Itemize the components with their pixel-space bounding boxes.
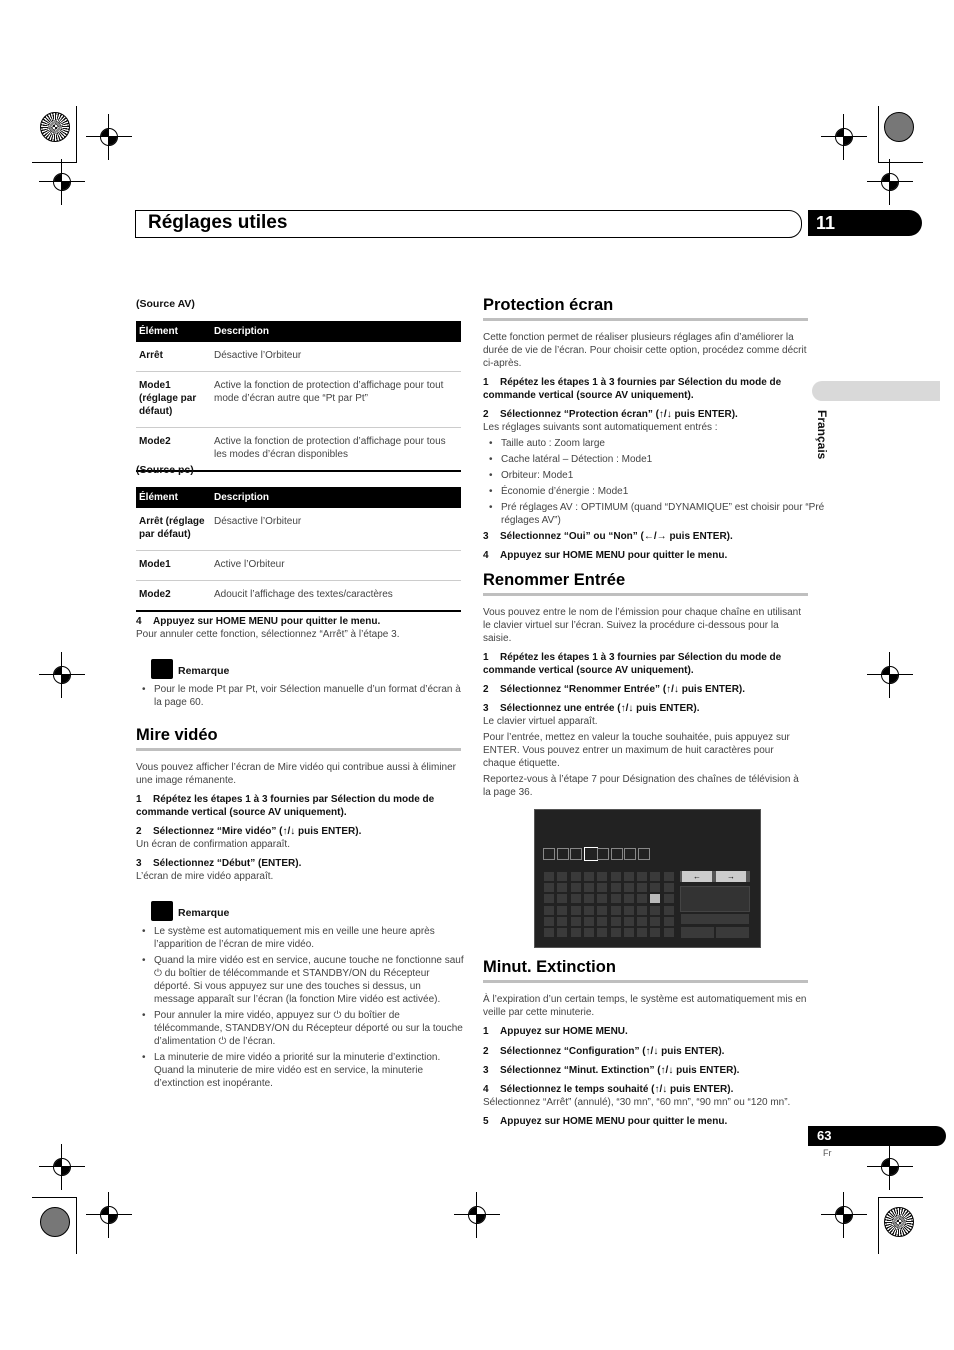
list-item: • Quand la mire vidéo est en service, aucune touche ne fonctionne sauf ⏻ du boîtier de télécommande et STANDBY/ON du Récepteur déporté. Si vous appuyez sur une des touches si dessus, un message apparaît sur l’écran (la fonction Mire vidéo est activée). xyxy=(154,954,464,1006)
table-cell-item: Arrêt (réglage par défaut) xyxy=(136,508,211,551)
crosshair-icon xyxy=(829,1200,859,1230)
table-header: Élément xyxy=(136,487,211,508)
crosshair-icon xyxy=(875,660,905,690)
keyboard-key[interactable] xyxy=(570,905,582,916)
table-cell-item: Mode2 xyxy=(136,581,211,612)
step-text: Appuyez sur HOME MENU pour quitter le menu. xyxy=(500,1116,728,1127)
page-language: Fr xyxy=(823,1148,832,1158)
table-cell-desc: Désactive l’Orbiteur xyxy=(211,342,461,372)
note-pencil-icon xyxy=(151,659,173,679)
table-row xyxy=(136,581,461,612)
section-title-rename: Renommer Entrée xyxy=(483,571,626,589)
keyboard-key[interactable] xyxy=(649,916,661,927)
keyboard-key[interactable] xyxy=(596,882,608,893)
section-rule xyxy=(483,980,808,983)
key-panel xyxy=(715,926,750,939)
step-number: 3 xyxy=(136,858,142,869)
key-panel xyxy=(680,926,715,939)
keyboard-key[interactable] xyxy=(596,871,608,882)
table-header: Description xyxy=(211,321,461,342)
page-number: 63 xyxy=(808,1126,946,1146)
step-text: Sélectionnez “Début” (ENTER). xyxy=(153,858,302,869)
crosshair-icon xyxy=(47,167,77,197)
key-panel xyxy=(680,886,750,912)
step-number: 2 xyxy=(483,684,489,695)
section-rule xyxy=(483,593,808,596)
right-arrow-key[interactable]: → xyxy=(716,871,746,882)
keyboard-key[interactable] xyxy=(570,882,582,893)
name-slot xyxy=(543,848,555,860)
keyboard-key[interactable] xyxy=(556,905,568,916)
name-slot xyxy=(557,848,569,860)
keyboard-key[interactable] xyxy=(543,927,555,938)
keyboard-key[interactable] xyxy=(623,905,635,916)
keyboard-key[interactable] xyxy=(596,893,608,904)
keyboard-key[interactable] xyxy=(610,882,622,893)
step-number: 2 xyxy=(483,1046,489,1057)
keyboard-key[interactable] xyxy=(636,893,648,904)
keyboard-key[interactable] xyxy=(636,871,648,882)
arrow-row xyxy=(680,871,750,882)
keyboard-key[interactable] xyxy=(570,893,582,904)
note-pencil-icon xyxy=(151,901,173,921)
step-text: Répétez les étapes 1 à 3 fournies par Sélection du mode de commande vertical (source AV uniquement). xyxy=(483,377,782,401)
step-text: Sélectionnez une entrée (↑/↓ puis ENTER). xyxy=(500,703,700,714)
crosshair-icon xyxy=(875,167,905,197)
keyboard-key[interactable] xyxy=(556,927,568,938)
protection-step-2 xyxy=(483,408,808,421)
mire-intro: Vous pouvez afficher l’écran de Mire vidéo qui contribue aussi à éliminer une image rémanente. xyxy=(136,762,456,786)
rename-step-1 xyxy=(483,651,808,677)
rename-para-1: Pour l’entrée, mettez en valeur la touche souhaitée, puis appuyez sur ENTER. Vous pouvez entrer un maximum de huit caractères pour chaque étiquette. xyxy=(483,732,790,769)
step-number: 3 xyxy=(483,1065,489,1076)
step-number: 2 xyxy=(483,409,489,420)
keyboard-key[interactable] xyxy=(610,871,622,882)
remark-label: Remarque xyxy=(178,665,230,677)
step-number: 1 xyxy=(483,652,489,663)
keyboard-key[interactable] xyxy=(663,871,675,882)
rename-step-3 xyxy=(483,702,808,715)
table-row xyxy=(136,551,461,581)
keyboard-key[interactable] xyxy=(649,871,661,882)
timer-intro: À l’expiration d’un certain temps, le système est automatiquement mis en veille par cette minuterie. xyxy=(483,994,807,1018)
keyboard-key[interactable] xyxy=(610,893,622,904)
crop-mark xyxy=(32,1197,77,1198)
name-slot xyxy=(584,847,598,861)
crop-mark xyxy=(878,162,923,163)
section-title-mire: Mire vidéo xyxy=(136,726,218,744)
table-cell-desc: Désactive l’Orbiteur xyxy=(211,508,461,551)
keyboard-key[interactable] xyxy=(623,882,635,893)
keyboard-key[interactable] xyxy=(610,927,622,938)
mire-step-2 xyxy=(136,825,461,838)
list-item: • Taille auto : Zoom large xyxy=(501,437,826,450)
crosshair-icon xyxy=(47,1152,77,1182)
keyboard-key[interactable] xyxy=(556,893,568,904)
crosshair-icon xyxy=(47,660,77,690)
registration-wheel-icon xyxy=(40,112,70,142)
name-slot xyxy=(611,848,623,860)
keyboard-key[interactable] xyxy=(583,927,595,938)
source-av-label: (Source AV) xyxy=(136,298,195,310)
crop-mark xyxy=(878,1197,923,1198)
crosshair-icon xyxy=(94,1200,124,1230)
crop-mark xyxy=(878,106,879,163)
chapter-number: 11 xyxy=(808,210,922,236)
step-number: 1 xyxy=(483,1026,489,1037)
name-slot xyxy=(624,848,636,860)
step-text: Appuyez sur HOME MENU pour quitter le menu. xyxy=(500,550,728,561)
timer-step-3 xyxy=(483,1064,808,1077)
step-number: 5 xyxy=(483,1116,489,1127)
step-4 xyxy=(136,615,461,628)
keyboard-key[interactable] xyxy=(556,871,568,882)
remark-list xyxy=(136,925,464,1093)
list-item: • Pour le mode Pt par Pt, voir Sélection manuelle d’un format d’écran à la page 60. xyxy=(154,683,464,709)
page-title: Réglages utiles xyxy=(148,212,288,233)
keyboard-key[interactable] xyxy=(596,927,608,938)
keyboard-key[interactable] xyxy=(543,871,555,882)
keyboard-key[interactable] xyxy=(636,916,648,927)
keyboard-key[interactable] xyxy=(649,905,661,916)
keyboard-key[interactable] xyxy=(649,893,661,904)
step-text: Répétez les étapes 1 à 3 fournies par Sélection du mode de commande vertical (source AV uniquement). xyxy=(483,652,782,676)
step-number: 4 xyxy=(483,550,489,561)
registration-wheel-icon xyxy=(884,1207,914,1237)
timer-step-5 xyxy=(483,1115,808,1128)
language-label: Français xyxy=(815,410,829,460)
step-number: 4 xyxy=(483,1084,489,1095)
table-header: Description xyxy=(211,487,461,508)
keyboard-key[interactable] xyxy=(570,916,582,927)
table-cell-item: Mode1 xyxy=(136,551,211,581)
table-row xyxy=(136,372,461,428)
timer-step-4-note: Sélectionnez “Arrêt” (annulé), “30 mn”, “60 mn”, “90 mn” ou “120 mn”. xyxy=(483,1097,791,1108)
list-item: • Orbiteur: Mode1 xyxy=(501,469,826,482)
keyboard-key[interactable] xyxy=(570,871,582,882)
keyboard-key[interactable] xyxy=(543,916,555,927)
keyboard-key[interactable] xyxy=(583,882,595,893)
step-text: Sélectionnez “Oui” ou “Non” (←/→ puis ENTER). xyxy=(500,531,733,542)
rename-step-3-note: Le clavier virtuel apparaît. xyxy=(483,716,598,727)
step-text: Répétez les étapes 1 à 3 fournies par Sélection du mode de commande vertical (source AV uniquement). xyxy=(136,794,435,818)
table-header: Élément xyxy=(136,321,211,342)
section-title-protection: Protection écran xyxy=(483,296,614,314)
name-slot xyxy=(570,848,582,860)
keyboard-key[interactable] xyxy=(543,905,555,916)
section-rule xyxy=(136,748,461,751)
protection-step-1 xyxy=(483,376,808,402)
keyboard-key[interactable] xyxy=(583,905,595,916)
keyboard-key[interactable] xyxy=(663,893,675,904)
table-cell-item: Mode1 (réglage par défaut) xyxy=(136,372,211,428)
remark-label: Remarque xyxy=(178,907,230,919)
step-text: Sélectionnez le temps souhaité (↑/↓ puis ENTER). xyxy=(500,1084,734,1095)
crosshair-icon xyxy=(875,1152,905,1182)
table-cell-desc: Active la fonction de protection d’affichage pour tous les modes d’écran disponibles xyxy=(211,428,461,472)
mire-step-3-note: L’écran de mire vidéo apparaît. xyxy=(136,871,274,882)
keyboard-key[interactable] xyxy=(610,905,622,916)
keyboard-key[interactable] xyxy=(583,916,595,927)
table-cell-desc: Active l’Orbiteur xyxy=(211,551,461,581)
keyboard-key[interactable] xyxy=(596,916,608,927)
step-number: 3 xyxy=(483,531,489,542)
crop-mark xyxy=(76,106,77,163)
table-cell-item: Arrêt xyxy=(136,342,211,372)
step-number: 1 xyxy=(483,377,489,388)
table-row xyxy=(136,508,461,551)
crosshair-icon xyxy=(829,122,859,152)
keyboard-key[interactable] xyxy=(610,916,622,927)
step-text: Sélectionnez “Protection écran” (↑/↓ puis ENTER). xyxy=(500,409,738,420)
step-text: Appuyez sur HOME MENU pour quitter le menu. xyxy=(153,616,381,627)
crop-mark xyxy=(76,1197,77,1254)
rename-para-2: Reportez-vous à l’étape 7 pour Désignation des chaînes de télévision à la page 36. xyxy=(483,774,799,798)
keyboard-key[interactable] xyxy=(543,882,555,893)
keyboard-key[interactable] xyxy=(570,927,582,938)
list-item: • Cache latéral – Détection : Mode1 xyxy=(501,453,826,466)
step-text: Sélectionnez “Mire vidéo” (↑/↓ puis ENTER). xyxy=(153,826,362,837)
protection-step-4 xyxy=(483,549,808,562)
keyboard-key[interactable] xyxy=(556,882,568,893)
keyboard-key[interactable] xyxy=(636,882,648,893)
source-av-table xyxy=(136,321,461,472)
keyboard-key[interactable] xyxy=(663,916,675,927)
table-cell-desc: Adoucit l’affichage des textes/caractères xyxy=(211,581,461,612)
rename-intro: Vous pouvez entre le nom de l’émission pour chaque chaîne en utilisant le clavier virtuel sur l’écran. Suivez la procédure ci-dessous pour la saisie. xyxy=(483,607,801,644)
list-item: • Pour annuler la mire vidéo, appuyez sur ⏻ du boîtier de télécommande, STANDBY/ON du Récepteur déporté ou sur la touche d’alimentation ⏻ de l’écran. xyxy=(154,1009,464,1048)
registration-wheel-icon xyxy=(884,112,914,142)
rename-step-2 xyxy=(483,683,808,696)
mire-step-2-note: Un écran de confirmation apparaît. xyxy=(136,839,290,850)
name-slot xyxy=(597,848,609,860)
table-row xyxy=(136,342,461,372)
crosshair-icon xyxy=(462,1200,492,1230)
source-pc-label: (Source pc) xyxy=(136,464,194,476)
mire-step-1 xyxy=(136,793,461,819)
timer-step-2 xyxy=(483,1045,808,1058)
keyboard-key[interactable] xyxy=(543,893,555,904)
keyboard-key[interactable] xyxy=(583,871,595,882)
step-text: Appuyez sur HOME MENU. xyxy=(500,1026,628,1037)
step-text: Sélectionnez “Minut. Extinction” (↑/↓ puis ENTER). xyxy=(500,1065,740,1076)
list-item: • Le système est automatiquement mis en veille une heure après l’apparition de l’écran de mire vidéo. xyxy=(154,925,464,951)
section-rule xyxy=(483,318,808,321)
list-item: • Pré réglages AV : OPTIMUM (quand “DYNAMIQUE” est choisir pour “Pré réglages AV”) xyxy=(501,501,826,527)
keyboard-key[interactable] xyxy=(596,905,608,916)
section-title-timer: Minut. Extinction xyxy=(483,958,616,976)
step-number: 1 xyxy=(136,794,142,805)
keyboard-key[interactable] xyxy=(583,893,595,904)
crop-mark xyxy=(878,1197,879,1254)
list-item: • La minuterie de mire vidéo a priorité sur la minuterie d’extinction. Quand la minuterie de mire vidéo est en service, la minuterie d’extinction est inopérante. xyxy=(154,1051,464,1090)
crosshair-icon xyxy=(94,122,124,152)
crop-mark xyxy=(32,162,77,163)
keyboard-key[interactable] xyxy=(636,927,648,938)
step-number: 4 xyxy=(136,616,142,627)
keyboard-key[interactable] xyxy=(649,882,661,893)
registration-wheel-icon xyxy=(40,1207,70,1237)
list-item: • Économie d’énergie : Mode1 xyxy=(501,485,826,498)
keyboard-key[interactable] xyxy=(623,916,635,927)
protection-intro: Cette fonction permet de réaliser plusieurs réglages afin d’améliorer la durée de vie de l’écran. Pour choisir cette option, procédez comme décrit ci-après. xyxy=(483,332,807,369)
step-text: Sélectionnez “Renommer Entrée” (↑/↓ puis ENTER). xyxy=(500,684,746,695)
name-slot xyxy=(638,848,650,860)
protection-step-2-note: Les réglages suivants sont automatiquement entrés : xyxy=(483,422,718,433)
keyboard-key[interactable] xyxy=(649,927,661,938)
timer-step-1 xyxy=(483,1025,808,1038)
language-tab xyxy=(812,381,940,401)
keyboard-key[interactable] xyxy=(623,927,635,938)
step-number: 3 xyxy=(483,703,489,714)
source-pc-table xyxy=(136,487,461,612)
keyboard-key[interactable] xyxy=(636,905,648,916)
keyboard-key[interactable] xyxy=(623,893,635,904)
left-arrow-key[interactable]: ← xyxy=(682,871,712,882)
mire-step-3 xyxy=(136,857,461,870)
remark-list xyxy=(136,683,464,712)
virtual-keyboard-screen xyxy=(534,809,761,948)
key-panel xyxy=(680,913,750,925)
keyboard-key[interactable] xyxy=(556,916,568,927)
table-cell-item: Mode2 xyxy=(136,428,211,472)
keyboard-key[interactable] xyxy=(623,871,635,882)
step-number: 2 xyxy=(136,826,142,837)
protection-settings-list xyxy=(483,437,826,530)
keyboard-key[interactable] xyxy=(663,927,675,938)
step-text: Sélectionnez “Configuration” (↑/↓ puis ENTER). xyxy=(500,1046,725,1057)
protection-step-3 xyxy=(483,530,808,543)
keyboard-key[interactable] xyxy=(663,882,675,893)
keyboard-key[interactable] xyxy=(663,905,675,916)
table-cell-desc: Active la fonction de protection d’affichage pour tout mode d’écran autre que “Pt par Pt” xyxy=(211,372,461,428)
timer-step-4 xyxy=(483,1083,808,1096)
step-4-note: Pour annuler cette fonction, sélectionnez “Arrêt” à l’étape 3. xyxy=(136,629,400,640)
